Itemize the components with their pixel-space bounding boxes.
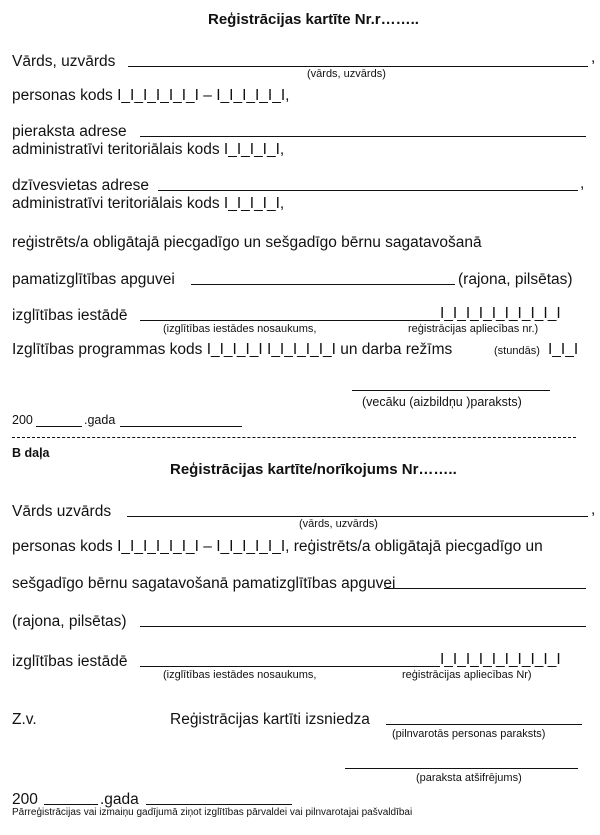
authorized-signature-line[interactable] [386, 724, 582, 725]
signature-decode-line[interactable] [345, 768, 578, 769]
b-year-prefix: 200 [12, 791, 38, 808]
b-year-line[interactable] [44, 804, 98, 805]
b-cert-caption: reģistrācijas apliecības Nr) [402, 669, 532, 681]
card-title: Reģistrācijas kartīte Nr.r…….. [208, 11, 419, 28]
basic-edu-line[interactable] [191, 284, 455, 285]
cert-caption: reģistrācijas apliecības nr.) [408, 323, 539, 335]
part-b-title: Reģistrācijas kartīte/norīkojums Nr…….. [170, 461, 457, 478]
authorized-signature-caption: (pilnvarotās personas paraksts) [392, 728, 546, 740]
b-personal-code-text[interactable]: personas kods I_I_I_I_I_I_I – I_I_I_I_I_I, reģistrēts/a obligātajā piecgadīgo un [12, 538, 543, 555]
residence-end-comma: , [580, 175, 585, 192]
institution-label: izglītības iestādē [12, 307, 128, 324]
personal-code[interactable]: personas kods I_I_I_I_I_I_I – I_I_I_I_I_I, [12, 87, 290, 104]
institution-line[interactable] [140, 320, 440, 321]
year-prefix: 200 [12, 413, 33, 427]
cert-number-boxes[interactable]: I_I_I_I_I_I_I_I_I_I [440, 305, 561, 322]
b-preschool-text: sešgadīgo bērnu sagatavošanā pamatizglītības apguvei [12, 575, 396, 592]
registered-text: reģistrēts/a obligātajā piecgadīgo un sešgadīgo bērnu sagatavošanā [12, 234, 482, 251]
institution-caption: (izglītības iestādes nosaukums, [163, 323, 317, 335]
signature-decode-caption: (paraksta atšifrējums) [416, 772, 522, 784]
hours-boxes[interactable]: I_I_I [548, 341, 579, 358]
declared-address-line[interactable] [140, 136, 586, 137]
b-district-line[interactable] [140, 626, 586, 627]
hours-caption: (stundās) [494, 345, 540, 357]
b-institution-line[interactable] [140, 666, 440, 667]
b-basic-edu-line[interactable] [384, 588, 586, 589]
admin-code-2[interactable]: administratīvi teritoriālais kods I_I_I_I_I, [12, 195, 285, 212]
b-institution-caption: (izglītības iestādes nosaukums, [163, 669, 317, 681]
b-name-caption: (vārds, uzvārds) [299, 518, 378, 530]
parent-signature-line[interactable] [352, 390, 550, 391]
part-b-label: B daļa [12, 446, 50, 460]
b-name-end-comma: , [591, 501, 596, 518]
year-line[interactable] [36, 426, 82, 427]
name-caption: (vārds, uzvārds) [307, 68, 386, 80]
b-date-line[interactable] [146, 804, 292, 805]
b-name-label: Vārds uzvārds [12, 503, 112, 520]
b-year-suffix: .gada [100, 791, 139, 808]
year-suffix: .gada [84, 413, 116, 427]
name-end-comma: , [591, 49, 596, 66]
name-label: Vārds, uzvārds [12, 53, 116, 70]
admin-code-1[interactable]: administratīvi teritoriālais kods I_I_I_I_I, [12, 141, 285, 158]
district-label: (rajona, pilsētas) [458, 271, 573, 288]
b-name-line[interactable] [127, 516, 588, 517]
issued-by-label: Reģistrācijas kartīti izsniedza [170, 711, 370, 728]
b-institution-label: izglītības iestādē [12, 653, 128, 670]
declared-address-label: pieraksta adrese [12, 123, 127, 140]
stamp-label: Z.v. [12, 711, 37, 728]
cut-line [12, 437, 576, 438]
parent-signature-caption: (vecāku (aizbildņu )paraksts) [362, 395, 522, 409]
basic-edu-label: pamatizglītības apguvei [12, 271, 175, 288]
residence-address-line[interactable] [158, 190, 578, 191]
residence-address-label: dzīvesvietas adrese [12, 177, 149, 194]
program-code-text[interactable]: Izglītības programmas kods I_I_I_I_I I_I_I_I_I_I un darba režīms [12, 341, 453, 358]
b-district-label: (rajona, pilsētas) [12, 613, 127, 630]
b-cert-number-boxes[interactable]: I_I_I_I_I_I_I_I_I_I [440, 651, 561, 668]
date-line[interactable] [120, 426, 242, 427]
name-line[interactable] [128, 66, 588, 67]
footer-note: Pārreģistrācijas vai izmaiņu gadījumā ziņot izglītības pārvaldei vai pilnvarotajai pašvaldībai [12, 807, 413, 818]
